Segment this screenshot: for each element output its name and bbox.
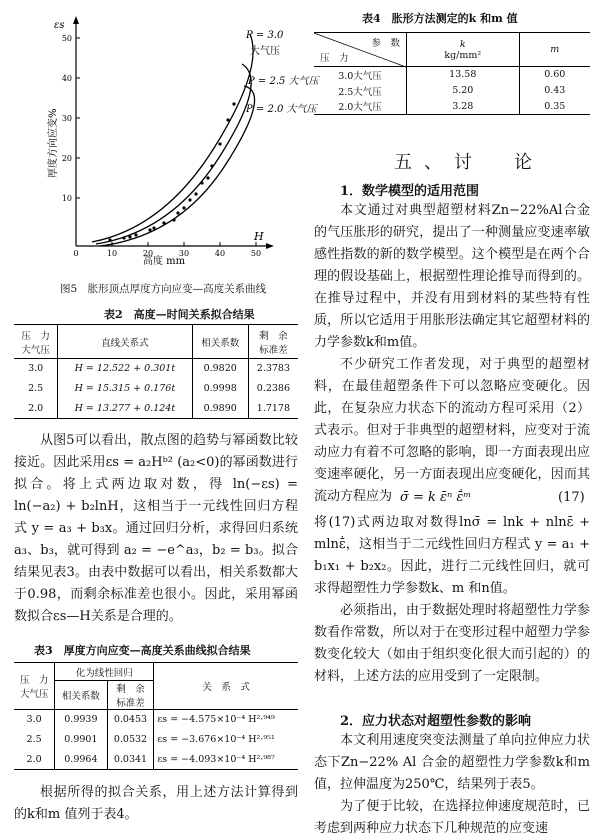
t3-h-group: 化为线性回归 xyxy=(55,663,154,681)
t3-cell: 0.0341 xyxy=(107,750,154,770)
data-point xyxy=(226,118,229,121)
data-point xyxy=(194,192,197,195)
t2-cell: 2.5 xyxy=(14,379,58,399)
figure-5-plot xyxy=(14,8,319,272)
t3-cell: 3.0 xyxy=(14,710,55,730)
t2-h-formula: 直线关系式 xyxy=(58,325,192,359)
table-row xyxy=(314,67,590,83)
figure-5 xyxy=(14,8,319,272)
t4-h-m: m xyxy=(519,33,590,67)
x-tick-label: 10 xyxy=(106,249,118,258)
curve-label-p20: P = 2.0 大气压 xyxy=(246,104,317,115)
t2-h-corr: 相关系数 xyxy=(192,325,248,359)
data-point xyxy=(134,233,137,236)
left-paragraph-2: 根据所得的拟合关系，用上述方法计算得到的k和m 值列于表4。 xyxy=(14,785,298,822)
data-point xyxy=(162,221,165,224)
curve-label-p25: P = 2.5 大气压 xyxy=(248,76,319,87)
x-axis-arrow xyxy=(266,243,274,249)
table-3 xyxy=(14,662,298,770)
t3-cell: 0.9901 xyxy=(55,730,107,750)
table-row xyxy=(14,750,298,770)
t3-h-pressure xyxy=(14,663,55,710)
data-point xyxy=(182,206,185,209)
y-tick-label: 30 xyxy=(61,114,72,123)
table-4-title: 表4 胀形方法测定的k 和m 值 xyxy=(362,12,518,25)
t2-cell: 0.9890 xyxy=(192,399,248,419)
table-row xyxy=(14,379,298,399)
right-paragraph-3: 将(17)式两边取对数得lnσ̄ = lnk + nlnε̄ + mlnε̄̇，这相当于二元线性回归方程式 y = a₁ + b₁x₁ + b₂x₂。因此，进行二元线性回归，就可求得超塑性力学参数k、m 和n值。 xyxy=(314,515,590,596)
y-axis-arrow xyxy=(73,16,79,24)
data-point xyxy=(108,238,111,241)
data-point xyxy=(122,236,125,239)
t2-cell: 1.7178 xyxy=(256,402,291,414)
t3-h-corr: 相关系数 xyxy=(55,681,107,710)
t3-cell: 0.9939 xyxy=(55,710,107,730)
table-2 xyxy=(14,324,298,419)
t4-cell: 0.60 xyxy=(544,69,566,81)
t2-cell: 0.2386 xyxy=(256,383,291,394)
curve-label-p30: P = 3.0 xyxy=(246,30,284,41)
t3-cell: 2.0 xyxy=(14,750,55,770)
x-tick-label: 30 xyxy=(178,249,190,258)
t3-cell: 0.0453 xyxy=(107,710,154,730)
equation-17: σ̄ = k ε̄ⁿ ε̄̇ᵐ xyxy=(400,490,472,505)
equation-17-number: (17) xyxy=(558,490,585,505)
t4-cell: 5.20 xyxy=(407,83,520,99)
t4-h-k-unit: kg/mm² xyxy=(444,49,482,61)
left-paragraph-1: 从图5可以看出，散点图的趋势与幂函数比较接近。因此采用εs = a₂Hᵇ² (a₂<0)的幂函数进行拟合。将上式两边取对数，得 ln(−εs) = ln(−a₂) + b₂lnH，这相当于一元线性回归方程式 y = a₃ + b₃x。通过回归分析，求得回归系统a₃、b₃，就可得到 a₂ = −e^a₃，b₂ = b₃。拟合结果见表3。由表中数据可以看出，相关系数都大于0.98，而剩余标准差也很小。因此，采用幂函数拟合εs—H关系是合理的。 xyxy=(14,433,298,624)
y-ticks xyxy=(62,34,80,203)
t4-cell: 0.35 xyxy=(544,100,566,112)
table-3-title: 表3 厚度方向应变—高度关系曲线拟合结果 xyxy=(34,644,251,657)
t4-h-k xyxy=(407,33,520,67)
t4-h-param: 参 数 xyxy=(371,38,400,49)
data-point xyxy=(218,142,221,145)
t4-cell: 13.58 xyxy=(407,67,520,83)
curve-label-p30-unit: 大气压 xyxy=(250,46,280,57)
data-point xyxy=(128,235,131,238)
t2-cell: H = 15.315 + 0.176t xyxy=(58,379,192,399)
x-tick-label: 50 xyxy=(250,249,262,258)
right-paragraph-4: 必须指出，由于数据处理时将超塑性力学参数看作常数，所以对于在变形过程中超塑力学参数变化较大（如由于组织变化很大而引起的）的材料，上述方法的应用受到了一定限制。 xyxy=(314,603,590,684)
data-point xyxy=(176,211,179,214)
table-4 xyxy=(314,32,590,115)
curve-p20 xyxy=(100,86,255,246)
t3-h-atm-text: 大气压 xyxy=(19,689,49,700)
data-point xyxy=(200,181,203,184)
data-point xyxy=(206,176,209,179)
table-2-title: 表2 高度—时间关系拟合结果 xyxy=(104,308,255,321)
t3-cell: 0.9964 xyxy=(55,750,107,770)
t3-h-rel: 关 系 式 xyxy=(154,663,298,710)
t4-cell: 2.0大气压 xyxy=(314,99,407,115)
t2-cell: H = 13.277 + 0.124t xyxy=(58,399,192,419)
t2-cell: 3.0 xyxy=(14,359,58,379)
subsection-1-title: 1．数学模型的适用范围 xyxy=(340,184,480,199)
section-5-title: 五、讨 论 xyxy=(394,152,544,173)
x-symbol: H xyxy=(254,230,264,243)
t4-cell: 3.0大气压 xyxy=(314,67,407,83)
t3-cell: 2.5 xyxy=(14,730,55,750)
data-point xyxy=(188,198,191,201)
y-symbol: εs xyxy=(54,20,65,31)
curve-p25 xyxy=(96,64,251,244)
x-tick-label: 0 xyxy=(73,249,79,258)
t3-cell: εs = −4.093×10⁻⁴ H²·⁹⁸⁷ xyxy=(157,753,275,765)
t3-cell: 0.0532 xyxy=(107,730,154,750)
y-tick-label: 40 xyxy=(61,74,72,83)
table-row xyxy=(14,399,298,419)
x-tick-label: 20 xyxy=(142,249,154,258)
t4-h-diag xyxy=(314,33,407,67)
subsection-2-title: 2．应力状态对超塑性参数的影响 xyxy=(340,714,532,729)
x-tick-label: 40 xyxy=(214,249,226,258)
data-point xyxy=(172,218,175,221)
table-row xyxy=(14,730,298,750)
data-point xyxy=(210,164,213,167)
y-tick-label: 50 xyxy=(61,34,72,43)
t3-h-resid: 剩 余 标准差 xyxy=(107,681,154,710)
t4-cell: 0.43 xyxy=(544,85,566,96)
t4-h-k-symbol: k xyxy=(459,38,466,50)
t3-cell: εs = −4.575×10⁻⁴ H²·⁹⁴⁹ xyxy=(157,714,275,726)
y-tick-label: 20 xyxy=(61,154,72,163)
data-point xyxy=(148,228,151,231)
t3-cell: εs = −3.676×10⁻⁴ H²·⁹⁵¹ xyxy=(157,734,275,745)
table-row xyxy=(14,359,298,379)
table-row xyxy=(314,99,590,115)
right-paragraph-6: 为了便于比较，在选择拉伸速度规范时，已考虑到两种应力状态下几种规范的应变速 xyxy=(314,799,590,836)
t2-cell: 2.0 xyxy=(14,399,58,419)
right-paragraph-5: 本文利用速度突变法测量了单向拉伸应力状态下Zn−22% Al 合金的超塑性力学参数k和m值，拉伸温度为250℃，结果列于表5。 xyxy=(314,733,590,792)
right-paragraph-2: 不少研究工作者发现，对于典型的超塑材料，在最佳超塑条件下可以忽略应变硬化。因此，在复杂应力状态下的流动方程可采用（2）式表示。但对于非典型的超塑材料，应变对于流动应力有着不可忽略的影响，即一方面表现出应变速率硬化，另一方面表现出应变硬化，因而其流动方程应为 xyxy=(314,357,590,504)
table-row xyxy=(314,83,590,99)
t4-cell: 3.28 xyxy=(407,99,520,115)
t2-cell: 0.9820 xyxy=(192,359,248,379)
y-axis-label: 厚度方向应变% xyxy=(48,108,59,178)
t2-cell: H = 12.522 + 0.301t xyxy=(58,359,192,379)
t4-h-pressure: 压 力 xyxy=(320,53,349,64)
table-row xyxy=(14,710,298,730)
t2-cell: 0.9998 xyxy=(192,379,248,399)
t3-h-pressure-text: 压 力 xyxy=(19,675,49,686)
data-point xyxy=(232,102,235,105)
right-paragraph-1: 本文通过对典型超塑材料Zn−22%Al合金的气压胀形的研究，提出了一种测量应变速率敏感性指数的新的数学模型。这个模型是在两个合理的假设基础上，根据塑性理论推导而得到的。在推导过程中，并没有用到材料的某些特有性质，所以它适用于用胀形法确定其它超塑材料的力学参数k和m值。 xyxy=(314,203,590,350)
t2-h-resid: 剩 余 标准差 xyxy=(248,325,298,359)
y-tick-label: 10 xyxy=(61,194,72,203)
data-point xyxy=(152,226,155,229)
t4-cell: 2.5大气压 xyxy=(314,83,407,99)
figure-5-caption: 图5 胀形顶点厚度方向应变—高度关系曲线 xyxy=(60,283,267,295)
t2-h-pressure: 压 力 大气压 xyxy=(14,325,58,359)
x-axis-label: 高度 mm xyxy=(142,256,186,267)
t2-cell: 2.3783 xyxy=(256,363,291,375)
